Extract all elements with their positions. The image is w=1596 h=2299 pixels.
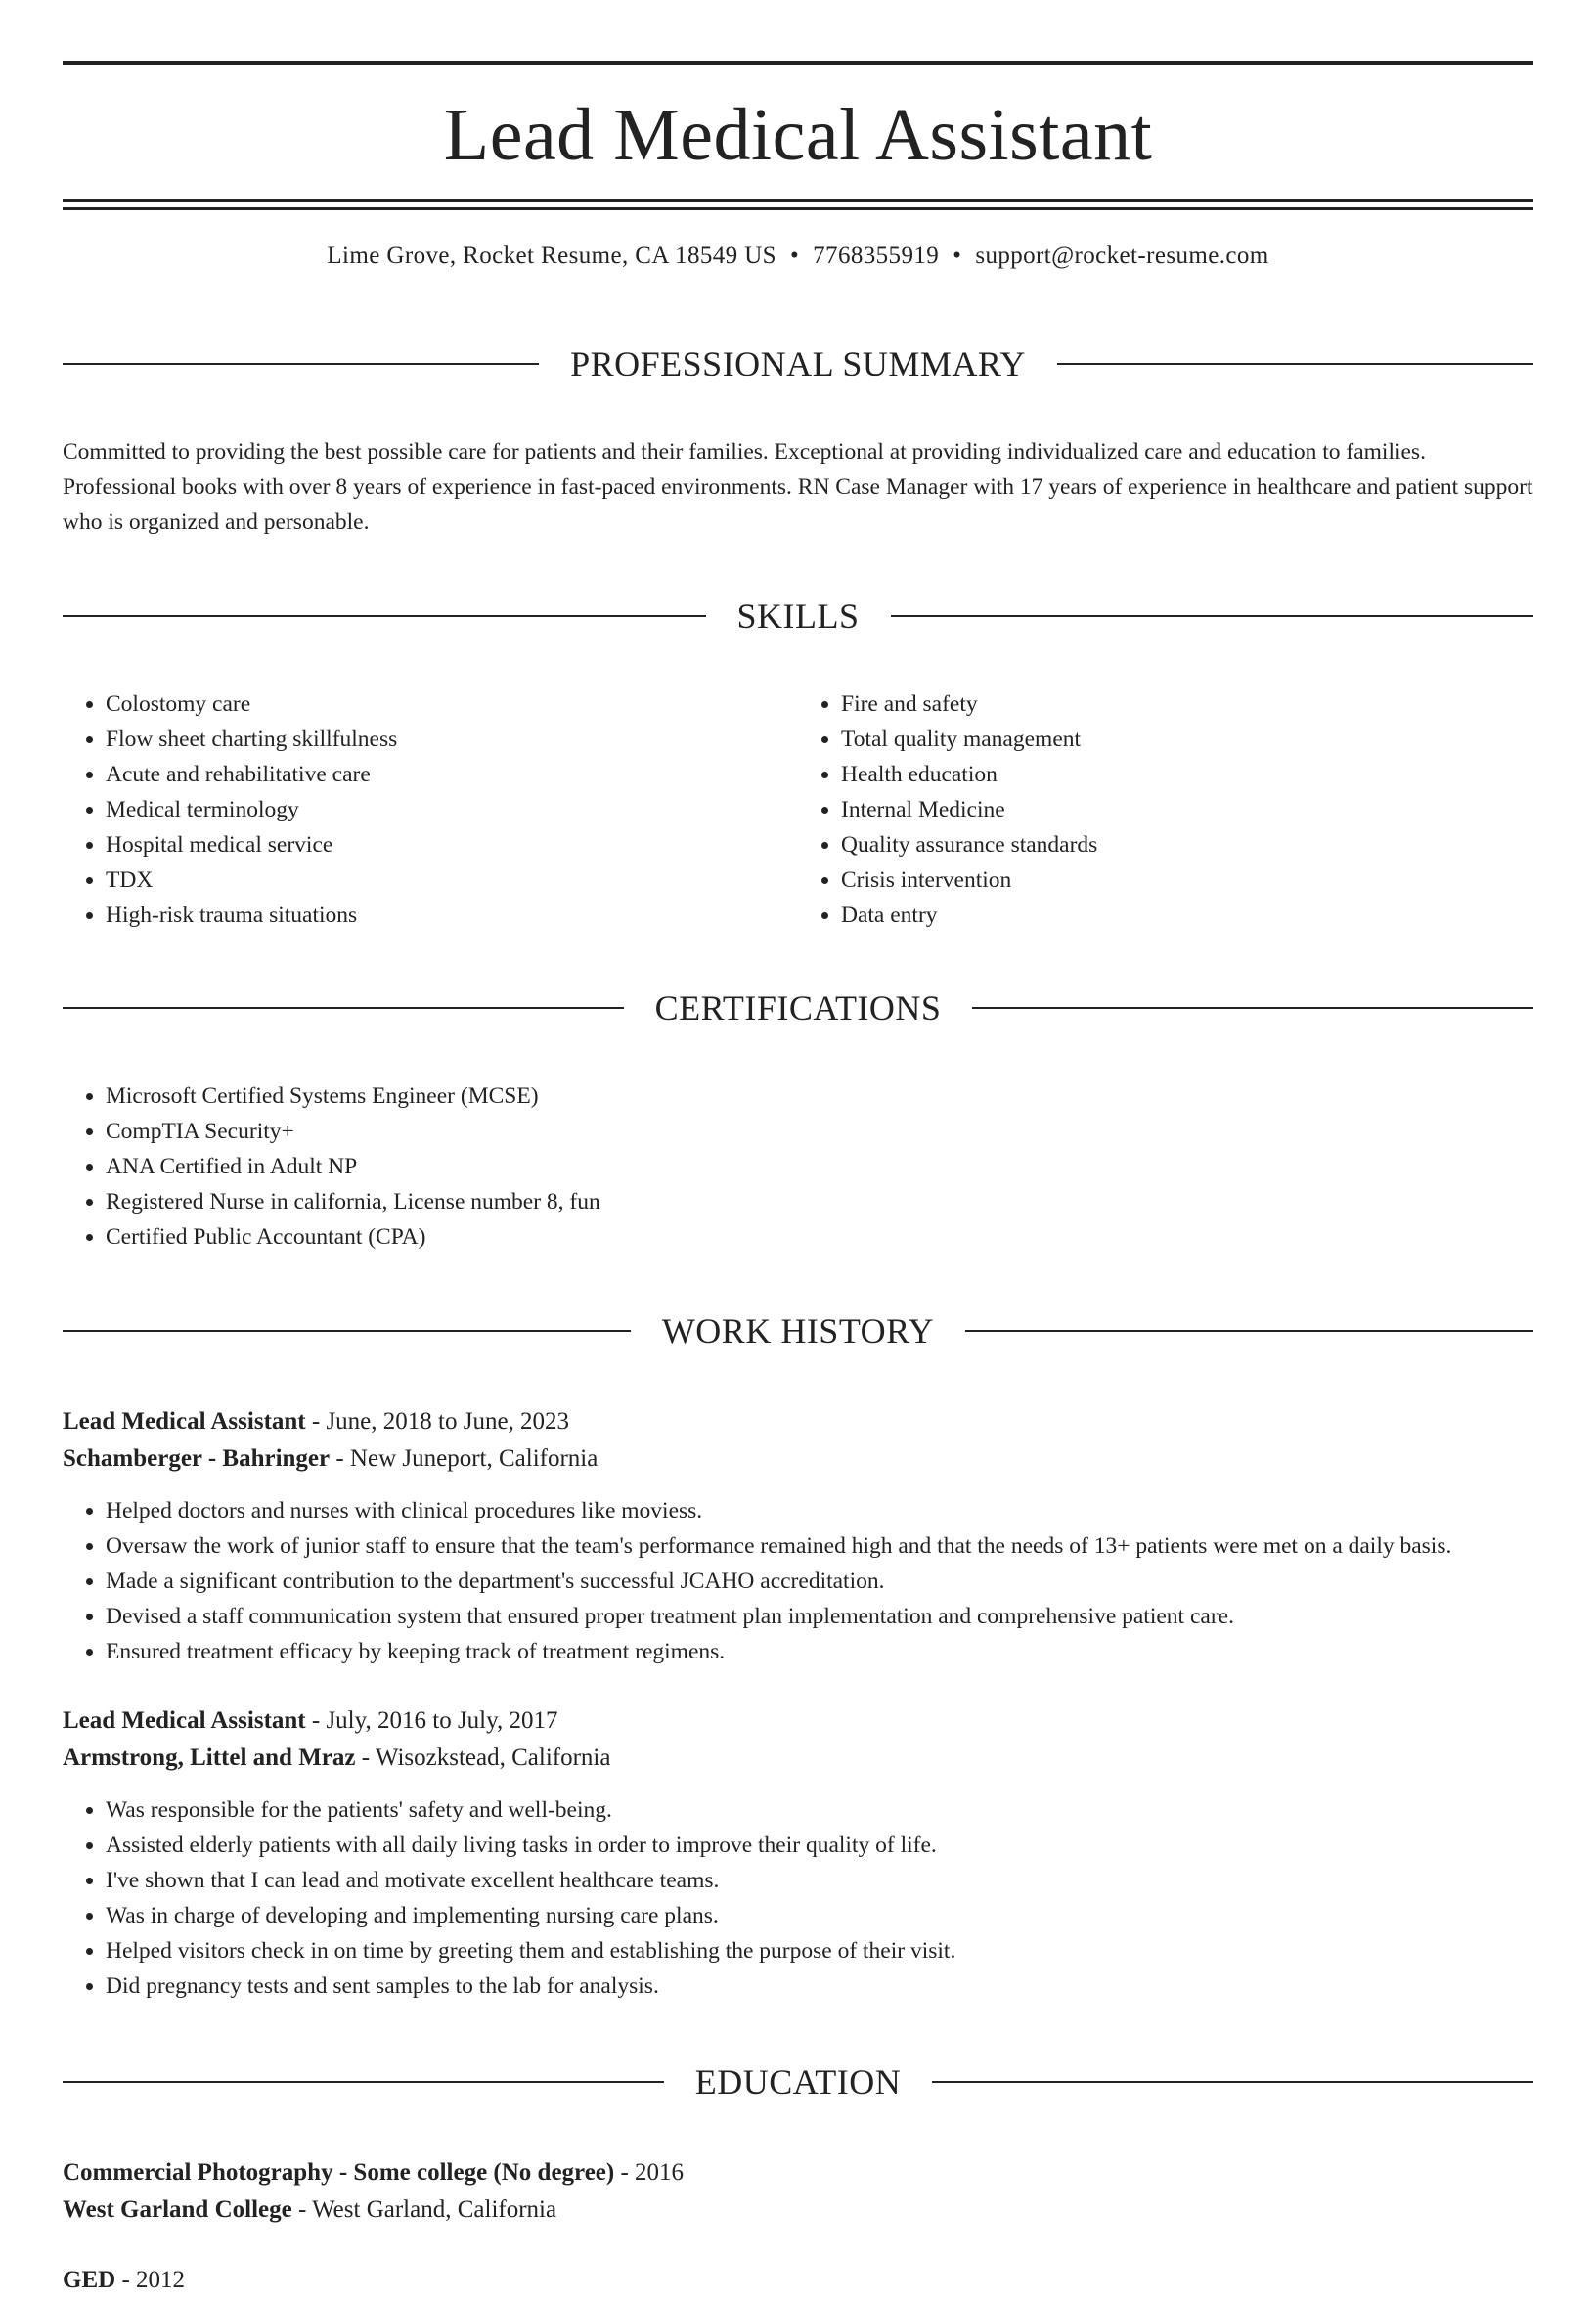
section-header-skills <box>63 569 1533 663</box>
section-rule-right <box>972 1007 1533 1009</box>
skill-item: • Health education <box>841 757 1533 792</box>
certifications-list <box>63 1079 1533 1255</box>
job-bullet: • Oversaw the work of junior staff to ensure that the team's performance remained high and that the needs of 13+ patients were met on a daily basis. <box>106 1528 1533 1564</box>
job-bullet: • Made a significant contribution to the department's successful JCAHO accreditation. <box>106 1564 1533 1599</box>
skill-item: • Fire and safety <box>841 686 1533 722</box>
skill-item: • Internal Medicine <box>841 792 1533 827</box>
education-school-line <box>63 2191 1533 2229</box>
skill-item: • Crisis intervention <box>841 862 1533 898</box>
job-bullet: • Ensured treatment efficacy by keeping track of treatment regimens. <box>106 1634 1533 1669</box>
section-rule-right <box>1057 363 1533 365</box>
education-entry <box>63 2262 1533 2299</box>
contact-separator: • <box>953 243 962 269</box>
job-company: Armstrong, Littel and Mraz <box>63 1745 356 1771</box>
job-bullet: • Assisted elderly patients with all daily living tasks in order to improve their quality of life. <box>106 1828 1533 1863</box>
education-degree: Commercial Photography - Some college (No degree) <box>63 2158 615 2186</box>
job-bullet: • I've shown that I can lead and motivate excellent healthcare teams. <box>106 1863 1533 1898</box>
education-location: - West Garland, California <box>291 2195 557 2223</box>
education-school: West Garland College <box>63 2195 292 2223</box>
section-rule-left <box>63 2081 664 2083</box>
job-bullet: • Was responsible for the patients' safety and well-being. <box>106 1792 1533 1828</box>
job-bullet: • Did pregnancy tests and sent samples to the lab for analysis. <box>106 1968 1533 2004</box>
job-bullets <box>63 1792 1533 2004</box>
education-year: - 2012 <box>115 2266 186 2293</box>
section-title-education: EDUCATION <box>694 2061 902 2101</box>
job-entry <box>63 1702 1533 2004</box>
resume-page <box>63 0 1533 2299</box>
job-bullet: • Devised a staff communication system that ensured proper treatment plan implementation and comprehensive patient care. <box>106 1599 1533 1634</box>
summary-text: Committed to providing the best possible care for patients and their families. Exceptional at providing individualized care and education to families. Professional books with over 8 years of experience in fast-paced environments. RN Case Manager with 17 years of experience in healthcare and patient support who is organized and personable. <box>63 438 1533 535</box>
skills-list-left <box>63 686 798 933</box>
contact-separator: • <box>790 243 800 269</box>
education-entry <box>63 2154 1533 2229</box>
education-degree-line <box>63 2262 1533 2299</box>
contact-phone: 7768355919 <box>813 243 940 269</box>
section-rule-left <box>63 1330 631 1332</box>
contact-line <box>63 243 1533 268</box>
skill-item: • TDX <box>106 862 798 898</box>
section-rule-left <box>63 615 706 617</box>
section-header-summary <box>63 317 1533 411</box>
job-location: - New Juneport, California <box>330 1445 598 1472</box>
section-rule-right <box>965 1330 1533 1332</box>
job-company-line <box>63 1740 1533 1777</box>
section-header-education <box>63 2035 1533 2129</box>
top-rule <box>63 61 1533 65</box>
skill-item: • Flow sheet charting skillfulness <box>106 722 798 757</box>
skill-item: • Quality assurance standards <box>841 827 1533 862</box>
job-title: Lead Medical Assistant <box>63 1707 306 1734</box>
job-entry <box>63 1403 1533 1669</box>
job-bullet: • Helped visitors check in on time by greeting them and establishing the purpose of their visit. <box>106 1933 1533 1968</box>
section-title-work-history: WORK HISTORY <box>661 1311 935 1351</box>
education-degree: GED <box>63 2266 116 2293</box>
section-header-work-history <box>63 1284 1533 1378</box>
job-dates: - June, 2018 to June, 2023 <box>305 1408 570 1435</box>
job-company-line <box>63 1440 1533 1478</box>
job-company: Schamberger - Bahringer <box>63 1445 331 1472</box>
skill-item: • Hospital medical service <box>106 827 798 862</box>
certification-item: • Certified Public Accountant (CPA) <box>106 1219 1533 1255</box>
section-rule-left <box>63 1007 624 1009</box>
skill-item: • Medical terminology <box>106 792 798 827</box>
job-bullets <box>63 1493 1533 1669</box>
job-dates: - July, 2016 to July, 2017 <box>305 1707 558 1734</box>
certification-item: • Microsoft Certified Systems Engineer (MCSE) <box>106 1079 1533 1114</box>
section-title-summary: PROFESSIONAL SUMMARY <box>570 343 1026 383</box>
job-title-line <box>63 1403 1533 1440</box>
section-header-certifications <box>63 962 1533 1056</box>
education-year: - 2016 <box>614 2158 685 2186</box>
skill-item: • Acute and rehabilitative care <box>106 757 798 792</box>
section-rule-right <box>932 2081 1533 2083</box>
certification-item: • Registered Nurse in california, License number 8, fun <box>106 1184 1533 1219</box>
contact-email: support@rocket-resume.com <box>975 243 1269 269</box>
skill-item: • Total quality management <box>841 722 1533 757</box>
skills-list-right <box>798 686 1533 933</box>
job-location: - Wisozkstead, California <box>355 1745 611 1771</box>
skill-item: • Colostomy care <box>106 686 798 722</box>
job-bullet: • Helped doctors and nurses with clinical procedures like moviess. <box>106 1493 1533 1528</box>
section-title-certifications: CERTIFICATIONS <box>654 989 942 1029</box>
page-title: Lead Medical Assistant <box>443 94 1153 176</box>
section-rule-left <box>63 363 539 365</box>
section-rule-right <box>891 615 1534 617</box>
certification-item: • CompTIA Security+ <box>106 1114 1533 1149</box>
skill-item: • Data entry <box>841 898 1533 933</box>
job-bullet: • Was in charge of developing and implementing nursing care plans. <box>106 1898 1533 1933</box>
education-degree-line <box>63 2154 1533 2191</box>
contact-address: Lime Grove, Rocket Resume, CA 18549 US <box>327 243 776 269</box>
title-double-rule <box>63 199 1533 210</box>
skill-item: • High-risk trauma situations <box>106 898 798 933</box>
certification-item: • ANA Certified in Adult NP <box>106 1149 1533 1184</box>
section-title-skills: SKILLS <box>736 596 860 636</box>
job-title-line <box>63 1702 1533 1740</box>
skills-columns <box>63 686 1533 933</box>
job-title: Lead Medical Assistant <box>63 1408 306 1435</box>
